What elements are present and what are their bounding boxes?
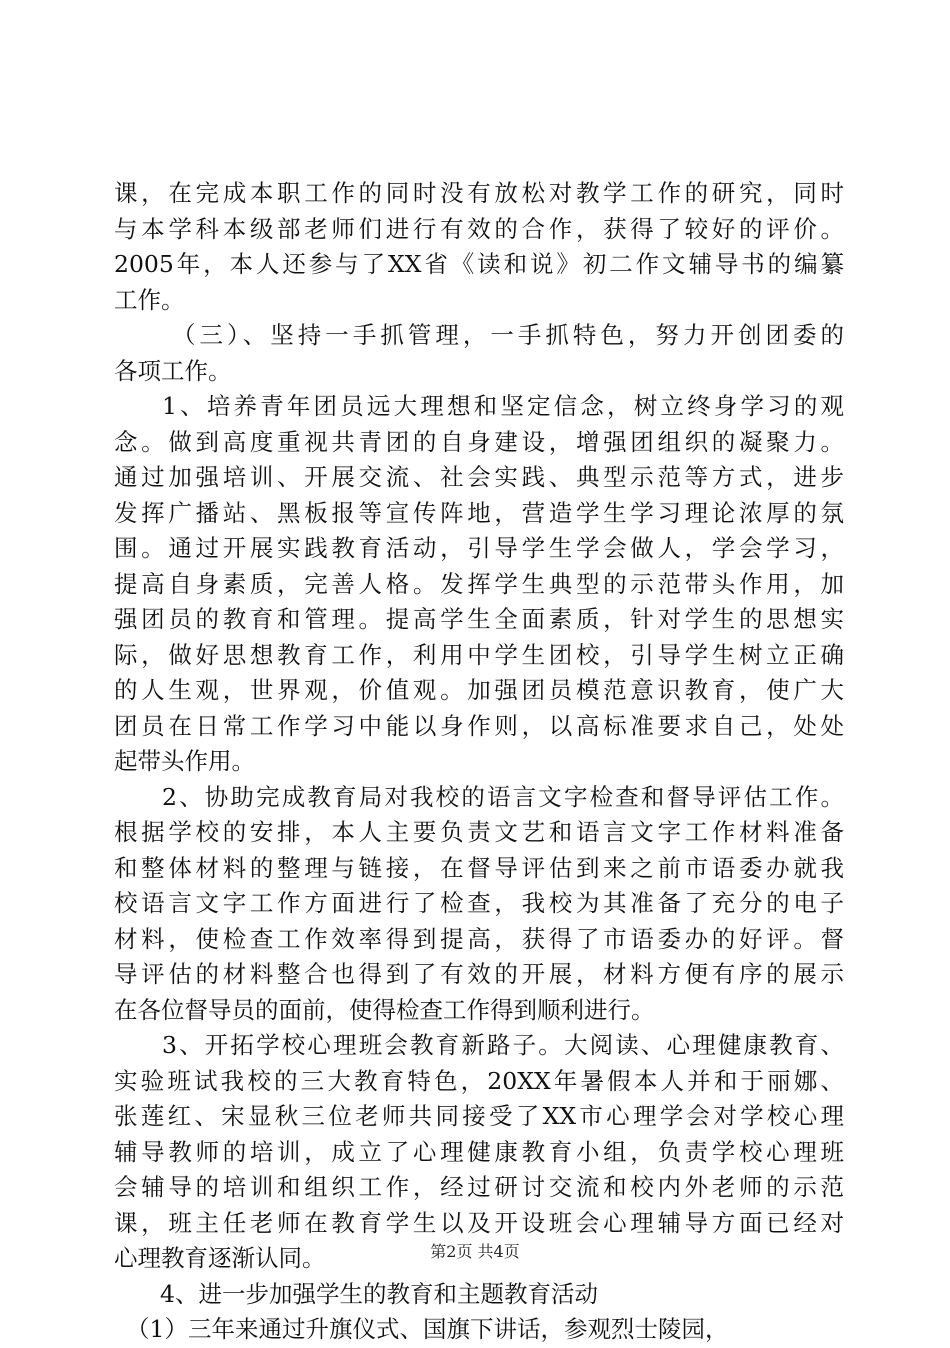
text-line: 围。通过开展实践教育活动，引导学生学会做人，学会学习， [114, 534, 844, 562]
text-line: 4、进一步加强学生的教育和主题教育活动 [160, 1279, 598, 1308]
text-line: 辅导教师的培训，成立了心理健康教育小组，负责学校心理班 [114, 1137, 844, 1166]
text-line: 2005年，本人还参与了XX省《读和说》初二作文辅导书的编纂 [114, 250, 844, 278]
text-line: 提高自身素质，完善人格。发挥学生典型的示范带头作用，加 [114, 569, 844, 598]
text-line: 在各位督导员的面前，使得检查工作得到顺利进行。 [114, 995, 655, 1024]
text-line: 与本学科本级部老师们进行有效的合作，获得了较好的评价。 [114, 214, 844, 243]
text-line: 工作。 [114, 285, 185, 314]
text-line: 际，做好思想教育工作，利用中学生团校，引导学生树立正确 [114, 640, 844, 669]
text-line: 课，班主任老师在教育学生以及开设班会心理辅导方面已经对 [114, 1208, 844, 1237]
text-line: 的人生观，世界观，价值观。加强团员模范意识教育，使广大 [114, 676, 844, 704]
text-line: 导评估的材料整合也得到了有效的开展，材料方便有序的展示 [114, 960, 844, 988]
text-line: 起带头作用。 [114, 747, 255, 775]
text-line: 会辅导的培训和组织工作，经过研讨交流和校内外老师的示范 [114, 1173, 844, 1201]
text-line: 材料，使检查工作效率得到提高，获得了市语委办的好评。督 [114, 924, 844, 953]
text-line: 校语言文字工作方面进行了检查，我校为其准备了充分的电子 [114, 889, 844, 917]
text-line: 张莲红、宋显秋三位老师共同接受了XX市心理学会对学校心理 [114, 1102, 844, 1130]
text-line: 根据学校的安排，本人主要负责文艺和语言文字工作材料准备 [114, 818, 844, 846]
text-line: 和整体材料的整理与链接，在督导评估到来之前市语委办就我 [114, 853, 844, 882]
text-line: 念。做到高度重视共青团的自身建设，增强团组织的凝聚力。 [114, 427, 844, 456]
section-heading-line: 各项工作。 [114, 356, 232, 385]
text-line: 强团员的教育和管理。提高学生全面素质，针对学生的思想实 [114, 605, 844, 633]
text-line: 2、协助完成教育局对我校的语言文字检查和督导评估工作。 [162, 782, 844, 811]
text-line: 3、开拓学校心理班会教育新路子。大阅读、心理健康教育、 [162, 1031, 844, 1059]
text-line: 实验班试我校的三大教育特色，20XX年暑假本人并和于丽娜、 [114, 1066, 844, 1095]
text-line: （1）三年来通过升旗仪式、国旗下讲话，参观烈士陵园， [126, 1315, 729, 1343]
body-text [114, 176, 844, 1348]
page-number-footer: 第2页 共4页 [430, 1242, 520, 1261]
text-line: 课，在完成本职工作的同时没有放松对教学工作的研究，同时 [114, 179, 844, 207]
text-line: 1、培养青年团员远大理想和坚定信念，树立终身学习的观 [162, 392, 844, 420]
text-line: 通过加强培训、开展交流、社会实践、典型示范等方式，进步 [114, 463, 844, 491]
section-heading-line: （三）、坚持一手抓管理，一手抓特色，努力开创团委的 [172, 321, 844, 349]
text-line: 发挥广播站、黑板报等宣传阵地，营造学生学习理论浓厚的氛 [114, 498, 844, 527]
text-line: 团员在日常工作学习中能以身作则，以高标准要求自己，处处 [114, 711, 844, 740]
text-line: 心理教育逐渐认同。 [114, 1244, 326, 1272]
